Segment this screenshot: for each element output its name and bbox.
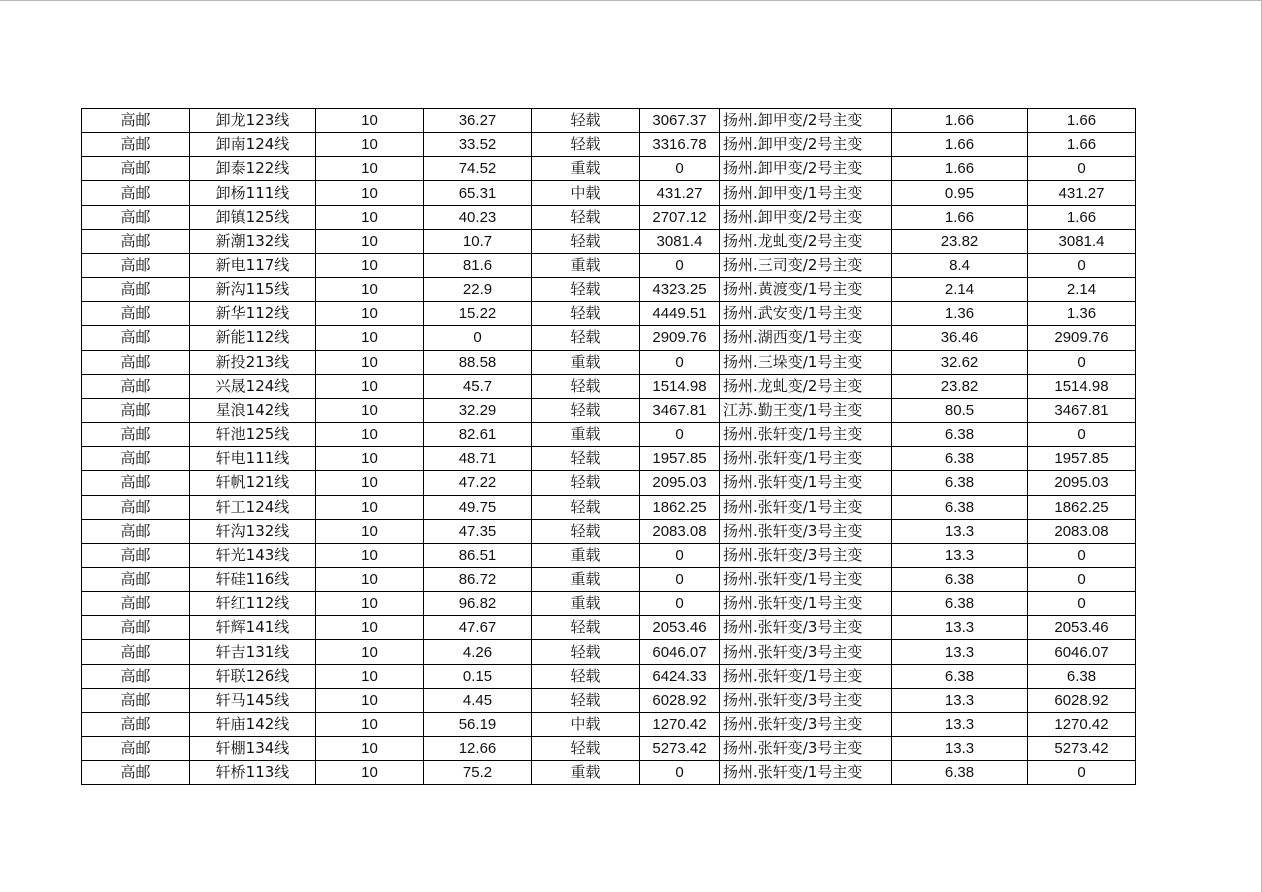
substation-cell: 扬州.张轩变/3号主变 bbox=[720, 640, 892, 664]
region-cell: 高邮 bbox=[82, 109, 190, 133]
load-status-cell: 轻载 bbox=[532, 616, 640, 640]
substation-cell: 扬州.卸甲变/1号主变 bbox=[720, 181, 892, 205]
region-cell: 高邮 bbox=[82, 519, 190, 543]
value-b-cell: 6046.07 bbox=[1028, 640, 1136, 664]
capacity-cell: 0 bbox=[640, 567, 720, 591]
voltage-cell: 10 bbox=[316, 640, 424, 664]
load-status-cell: 轻载 bbox=[532, 278, 640, 302]
region-cell: 高邮 bbox=[82, 374, 190, 398]
voltage-cell: 10 bbox=[316, 302, 424, 326]
page-edge-top bbox=[0, 0, 1262, 1]
value-a-cell: 1.66 bbox=[892, 157, 1028, 181]
load-status-cell: 重载 bbox=[532, 350, 640, 374]
table-row bbox=[82, 471, 1136, 495]
value-b-cell: 0 bbox=[1028, 543, 1136, 567]
region-cell: 高邮 bbox=[82, 616, 190, 640]
voltage-cell: 10 bbox=[316, 543, 424, 567]
table-row bbox=[82, 712, 1136, 736]
region-cell: 高邮 bbox=[82, 688, 190, 712]
load-status-cell: 轻载 bbox=[532, 133, 640, 157]
capacity-cell: 1270.42 bbox=[640, 712, 720, 736]
region-cell: 高邮 bbox=[82, 326, 190, 350]
line-name-cell: 轩池125线 bbox=[190, 423, 316, 447]
region-cell: 高邮 bbox=[82, 761, 190, 785]
region-cell: 高邮 bbox=[82, 592, 190, 616]
load-rate-cell: 47.22 bbox=[424, 471, 532, 495]
value-a-cell: 6.38 bbox=[892, 567, 1028, 591]
region-cell: 高邮 bbox=[82, 278, 190, 302]
value-b-cell: 0 bbox=[1028, 157, 1136, 181]
substation-cell: 扬州.三垛变/1号主变 bbox=[720, 350, 892, 374]
capacity-cell: 1862.25 bbox=[640, 495, 720, 519]
load-status-cell: 重载 bbox=[532, 253, 640, 277]
load-rate-cell: 36.27 bbox=[424, 109, 532, 133]
substation-cell: 扬州.张轩变/1号主变 bbox=[720, 664, 892, 688]
region-cell: 高邮 bbox=[82, 181, 190, 205]
load-rate-cell: 86.72 bbox=[424, 567, 532, 591]
substation-cell: 扬州.张轩变/1号主变 bbox=[720, 423, 892, 447]
value-b-cell: 2.14 bbox=[1028, 278, 1136, 302]
substation-cell: 扬州.张轩变/1号主变 bbox=[720, 592, 892, 616]
value-b-cell: 1.66 bbox=[1028, 109, 1136, 133]
load-rate-cell: 47.67 bbox=[424, 616, 532, 640]
load-rate-cell: 33.52 bbox=[424, 133, 532, 157]
value-b-cell: 3081.4 bbox=[1028, 229, 1136, 253]
value-a-cell: 36.46 bbox=[892, 326, 1028, 350]
load-rate-cell: 65.31 bbox=[424, 181, 532, 205]
capacity-cell: 431.27 bbox=[640, 181, 720, 205]
line-name-cell: 新能112线 bbox=[190, 326, 316, 350]
value-b-cell: 2053.46 bbox=[1028, 616, 1136, 640]
table-row bbox=[82, 229, 1136, 253]
load-rate-cell: 32.29 bbox=[424, 398, 532, 422]
value-b-cell: 1270.42 bbox=[1028, 712, 1136, 736]
load-status-cell: 轻载 bbox=[532, 302, 640, 326]
value-a-cell: 6.38 bbox=[892, 592, 1028, 616]
voltage-cell: 10 bbox=[316, 712, 424, 736]
substation-cell: 扬州.湖西变/1号主变 bbox=[720, 326, 892, 350]
value-b-cell: 1.66 bbox=[1028, 133, 1136, 157]
value-a-cell: 1.66 bbox=[892, 205, 1028, 229]
value-a-cell: 8.4 bbox=[892, 253, 1028, 277]
load-status-cell: 重载 bbox=[532, 157, 640, 181]
load-rate-cell: 48.71 bbox=[424, 447, 532, 471]
load-rate-cell: 40.23 bbox=[424, 205, 532, 229]
load-rate-cell: 22.9 bbox=[424, 278, 532, 302]
line-name-cell: 新华112线 bbox=[190, 302, 316, 326]
line-name-cell: 兴晟124线 bbox=[190, 374, 316, 398]
table-row bbox=[82, 157, 1136, 181]
value-a-cell: 6.38 bbox=[892, 495, 1028, 519]
table-row bbox=[82, 398, 1136, 422]
load-rate-cell: 15.22 bbox=[424, 302, 532, 326]
substation-cell: 江苏.勤王变/1号主变 bbox=[720, 398, 892, 422]
value-a-cell: 1.66 bbox=[892, 133, 1028, 157]
voltage-cell: 10 bbox=[316, 495, 424, 519]
line-name-cell: 轩硅116线 bbox=[190, 567, 316, 591]
line-name-cell: 轩沟132线 bbox=[190, 519, 316, 543]
load-rate-cell: 47.35 bbox=[424, 519, 532, 543]
table-row bbox=[82, 567, 1136, 591]
substation-cell: 扬州.张轩变/1号主变 bbox=[720, 447, 892, 471]
load-rate-cell: 4.26 bbox=[424, 640, 532, 664]
voltage-cell: 10 bbox=[316, 133, 424, 157]
substation-cell: 扬州.卸甲变/2号主变 bbox=[720, 133, 892, 157]
load-status-cell: 轻载 bbox=[532, 326, 640, 350]
load-status-cell: 轻载 bbox=[532, 737, 640, 761]
region-cell: 高邮 bbox=[82, 133, 190, 157]
region-cell: 高邮 bbox=[82, 737, 190, 761]
capacity-cell: 2707.12 bbox=[640, 205, 720, 229]
table-row bbox=[82, 133, 1136, 157]
load-status-cell: 轻载 bbox=[532, 519, 640, 543]
voltage-cell: 10 bbox=[316, 761, 424, 785]
line-name-cell: 卸南124线 bbox=[190, 133, 316, 157]
value-a-cell: 32.62 bbox=[892, 350, 1028, 374]
voltage-cell: 10 bbox=[316, 471, 424, 495]
line-name-cell: 轩光143线 bbox=[190, 543, 316, 567]
voltage-cell: 10 bbox=[316, 326, 424, 350]
table-row bbox=[82, 495, 1136, 519]
region-cell: 高邮 bbox=[82, 423, 190, 447]
value-b-cell: 5273.42 bbox=[1028, 737, 1136, 761]
voltage-cell: 10 bbox=[316, 181, 424, 205]
region-cell: 高邮 bbox=[82, 350, 190, 374]
substation-cell: 扬州.武安变/1号主变 bbox=[720, 302, 892, 326]
substation-cell: 扬州.张轩变/3号主变 bbox=[720, 519, 892, 543]
value-b-cell: 0 bbox=[1028, 567, 1136, 591]
load-rate-cell: 81.6 bbox=[424, 253, 532, 277]
region-cell: 高邮 bbox=[82, 205, 190, 229]
value-b-cell: 2909.76 bbox=[1028, 326, 1136, 350]
load-status-cell: 轻载 bbox=[532, 374, 640, 398]
voltage-cell: 10 bbox=[316, 205, 424, 229]
table-row bbox=[82, 640, 1136, 664]
voltage-cell: 10 bbox=[316, 737, 424, 761]
load-rate-cell: 82.61 bbox=[424, 423, 532, 447]
load-status-cell: 轻载 bbox=[532, 398, 640, 422]
capacity-cell: 0 bbox=[640, 543, 720, 567]
value-b-cell: 2095.03 bbox=[1028, 471, 1136, 495]
line-name-cell: 轩工124线 bbox=[190, 495, 316, 519]
load-status-cell: 轻载 bbox=[532, 688, 640, 712]
line-name-cell: 轩棚134线 bbox=[190, 737, 316, 761]
capacity-cell: 1514.98 bbox=[640, 374, 720, 398]
line-name-cell: 卸杨111线 bbox=[190, 181, 316, 205]
capacity-cell: 0 bbox=[640, 253, 720, 277]
load-rate-cell: 88.58 bbox=[424, 350, 532, 374]
substation-cell: 扬州.张轩变/3号主变 bbox=[720, 616, 892, 640]
load-rate-cell: 0.15 bbox=[424, 664, 532, 688]
value-a-cell: 1.66 bbox=[892, 109, 1028, 133]
table-row bbox=[82, 543, 1136, 567]
value-a-cell: 13.3 bbox=[892, 616, 1028, 640]
value-b-cell: 1.66 bbox=[1028, 205, 1136, 229]
table-row bbox=[82, 302, 1136, 326]
value-b-cell: 1862.25 bbox=[1028, 495, 1136, 519]
table-body bbox=[82, 109, 1136, 785]
table-row bbox=[82, 326, 1136, 350]
load-rate-cell: 10.7 bbox=[424, 229, 532, 253]
substation-cell: 扬州.三司变/2号主变 bbox=[720, 253, 892, 277]
capacity-cell: 0 bbox=[640, 350, 720, 374]
substation-cell: 扬州.张轩变/3号主变 bbox=[720, 712, 892, 736]
voltage-cell: 10 bbox=[316, 567, 424, 591]
load-rate-cell: 75.2 bbox=[424, 761, 532, 785]
data-table bbox=[81, 108, 1136, 785]
value-b-cell: 3467.81 bbox=[1028, 398, 1136, 422]
line-name-cell: 新投213线 bbox=[190, 350, 316, 374]
table-row bbox=[82, 664, 1136, 688]
table-row bbox=[82, 205, 1136, 229]
substation-cell: 扬州.张轩变/1号主变 bbox=[720, 495, 892, 519]
voltage-cell: 10 bbox=[316, 688, 424, 712]
line-name-cell: 新电117线 bbox=[190, 253, 316, 277]
table-row bbox=[82, 278, 1136, 302]
capacity-cell: 3316.78 bbox=[640, 133, 720, 157]
line-name-cell: 轩马145线 bbox=[190, 688, 316, 712]
line-name-cell: 星浪142线 bbox=[190, 398, 316, 422]
region-cell: 高邮 bbox=[82, 640, 190, 664]
capacity-cell: 6424.33 bbox=[640, 664, 720, 688]
value-a-cell: 13.3 bbox=[892, 688, 1028, 712]
capacity-cell: 2083.08 bbox=[640, 519, 720, 543]
substation-cell: 扬州.张轩变/3号主变 bbox=[720, 688, 892, 712]
load-status-cell: 中载 bbox=[532, 181, 640, 205]
table-row bbox=[82, 519, 1136, 543]
load-rate-cell: 49.75 bbox=[424, 495, 532, 519]
value-b-cell: 6028.92 bbox=[1028, 688, 1136, 712]
table-row bbox=[82, 374, 1136, 398]
region-cell: 高邮 bbox=[82, 253, 190, 277]
load-rate-cell: 96.82 bbox=[424, 592, 532, 616]
substation-cell: 扬州.龙虬变/2号主变 bbox=[720, 229, 892, 253]
capacity-cell: 0 bbox=[640, 592, 720, 616]
value-b-cell: 1.36 bbox=[1028, 302, 1136, 326]
substation-cell: 扬州.张轩变/3号主变 bbox=[720, 737, 892, 761]
substation-cell: 扬州.卸甲变/2号主变 bbox=[720, 109, 892, 133]
load-rate-cell: 12.66 bbox=[424, 737, 532, 761]
line-name-cell: 轩桥113线 bbox=[190, 761, 316, 785]
value-a-cell: 6.38 bbox=[892, 761, 1028, 785]
table-row bbox=[82, 688, 1136, 712]
line-name-cell: 卸龙123线 bbox=[190, 109, 316, 133]
region-cell: 高邮 bbox=[82, 302, 190, 326]
capacity-cell: 2909.76 bbox=[640, 326, 720, 350]
load-status-cell: 轻载 bbox=[532, 205, 640, 229]
substation-cell: 扬州.张轩变/1号主变 bbox=[720, 567, 892, 591]
table-row bbox=[82, 592, 1136, 616]
load-status-cell: 重载 bbox=[532, 592, 640, 616]
load-rate-cell: 0 bbox=[424, 326, 532, 350]
line-name-cell: 轩庙142线 bbox=[190, 712, 316, 736]
line-name-cell: 轩吉131线 bbox=[190, 640, 316, 664]
capacity-cell: 4323.25 bbox=[640, 278, 720, 302]
value-a-cell: 13.3 bbox=[892, 712, 1028, 736]
capacity-cell: 2053.46 bbox=[640, 616, 720, 640]
value-a-cell: 13.3 bbox=[892, 737, 1028, 761]
load-status-cell: 轻载 bbox=[532, 664, 640, 688]
voltage-cell: 10 bbox=[316, 109, 424, 133]
load-rate-cell: 56.19 bbox=[424, 712, 532, 736]
table-row bbox=[82, 181, 1136, 205]
table-row bbox=[82, 109, 1136, 133]
table-row bbox=[82, 616, 1136, 640]
region-cell: 高邮 bbox=[82, 567, 190, 591]
substation-cell: 扬州.黄渡变/1号主变 bbox=[720, 278, 892, 302]
load-status-cell: 重载 bbox=[532, 423, 640, 447]
load-rate-cell: 74.52 bbox=[424, 157, 532, 181]
value-a-cell: 23.82 bbox=[892, 374, 1028, 398]
substation-cell: 扬州.张轩变/1号主变 bbox=[720, 471, 892, 495]
voltage-cell: 10 bbox=[316, 398, 424, 422]
load-status-cell: 轻载 bbox=[532, 495, 640, 519]
capacity-cell: 3467.81 bbox=[640, 398, 720, 422]
voltage-cell: 10 bbox=[316, 253, 424, 277]
load-rate-cell: 4.45 bbox=[424, 688, 532, 712]
substation-cell: 扬州.张轩变/3号主变 bbox=[720, 543, 892, 567]
value-a-cell: 0.95 bbox=[892, 181, 1028, 205]
region-cell: 高邮 bbox=[82, 157, 190, 181]
voltage-cell: 10 bbox=[316, 229, 424, 253]
table-row bbox=[82, 423, 1136, 447]
load-status-cell: 轻载 bbox=[532, 640, 640, 664]
value-b-cell: 0 bbox=[1028, 350, 1136, 374]
load-rate-cell: 86.51 bbox=[424, 543, 532, 567]
region-cell: 高邮 bbox=[82, 712, 190, 736]
voltage-cell: 10 bbox=[316, 519, 424, 543]
value-b-cell: 431.27 bbox=[1028, 181, 1136, 205]
capacity-cell: 6028.92 bbox=[640, 688, 720, 712]
value-a-cell: 6.38 bbox=[892, 423, 1028, 447]
value-a-cell: 23.82 bbox=[892, 229, 1028, 253]
substation-cell: 扬州.张轩变/1号主变 bbox=[720, 761, 892, 785]
voltage-cell: 10 bbox=[316, 374, 424, 398]
value-a-cell: 1.36 bbox=[892, 302, 1028, 326]
value-b-cell: 0 bbox=[1028, 253, 1136, 277]
load-status-cell: 轻载 bbox=[532, 109, 640, 133]
capacity-cell: 0 bbox=[640, 423, 720, 447]
voltage-cell: 10 bbox=[316, 447, 424, 471]
table-row bbox=[82, 737, 1136, 761]
line-name-cell: 新沟115线 bbox=[190, 278, 316, 302]
line-name-cell: 轩联126线 bbox=[190, 664, 316, 688]
table-row bbox=[82, 350, 1136, 374]
load-status-cell: 重载 bbox=[532, 761, 640, 785]
value-a-cell: 6.38 bbox=[892, 471, 1028, 495]
value-b-cell: 6.38 bbox=[1028, 664, 1136, 688]
substation-cell: 扬州.龙虬变/2号主变 bbox=[720, 374, 892, 398]
region-cell: 高邮 bbox=[82, 543, 190, 567]
value-a-cell: 13.3 bbox=[892, 543, 1028, 567]
value-a-cell: 6.38 bbox=[892, 664, 1028, 688]
value-b-cell: 1957.85 bbox=[1028, 447, 1136, 471]
table-row bbox=[82, 253, 1136, 277]
voltage-cell: 10 bbox=[316, 664, 424, 688]
load-status-cell: 轻载 bbox=[532, 471, 640, 495]
load-status-cell: 轻载 bbox=[532, 229, 640, 253]
voltage-cell: 10 bbox=[316, 157, 424, 181]
region-cell: 高邮 bbox=[82, 495, 190, 519]
voltage-cell: 10 bbox=[316, 350, 424, 374]
line-name-cell: 轩辉141线 bbox=[190, 616, 316, 640]
capacity-cell: 3067.37 bbox=[640, 109, 720, 133]
value-a-cell: 80.5 bbox=[892, 398, 1028, 422]
line-name-cell: 卸泰122线 bbox=[190, 157, 316, 181]
capacity-cell: 1957.85 bbox=[640, 447, 720, 471]
value-b-cell: 2083.08 bbox=[1028, 519, 1136, 543]
region-cell: 高邮 bbox=[82, 447, 190, 471]
region-cell: 高邮 bbox=[82, 229, 190, 253]
voltage-cell: 10 bbox=[316, 616, 424, 640]
load-status-cell: 轻载 bbox=[532, 447, 640, 471]
table-row bbox=[82, 761, 1136, 785]
load-status-cell: 重载 bbox=[532, 543, 640, 567]
voltage-cell: 10 bbox=[316, 278, 424, 302]
value-b-cell: 1514.98 bbox=[1028, 374, 1136, 398]
line-name-cell: 卸镇125线 bbox=[190, 205, 316, 229]
region-cell: 高邮 bbox=[82, 471, 190, 495]
line-name-cell: 轩红112线 bbox=[190, 592, 316, 616]
line-name-cell: 轩电111线 bbox=[190, 447, 316, 471]
capacity-cell: 2095.03 bbox=[640, 471, 720, 495]
value-a-cell: 2.14 bbox=[892, 278, 1028, 302]
capacity-cell: 4449.51 bbox=[640, 302, 720, 326]
voltage-cell: 10 bbox=[316, 592, 424, 616]
region-cell: 高邮 bbox=[82, 664, 190, 688]
substation-cell: 扬州.卸甲变/2号主变 bbox=[720, 157, 892, 181]
line-name-cell: 轩帆121线 bbox=[190, 471, 316, 495]
load-status-cell: 重载 bbox=[532, 567, 640, 591]
substation-cell: 扬州.卸甲变/2号主变 bbox=[720, 205, 892, 229]
line-name-cell: 新潮132线 bbox=[190, 229, 316, 253]
value-a-cell: 6.38 bbox=[892, 447, 1028, 471]
load-status-cell: 中载 bbox=[532, 712, 640, 736]
capacity-cell: 6046.07 bbox=[640, 640, 720, 664]
value-b-cell: 0 bbox=[1028, 423, 1136, 447]
value-b-cell: 0 bbox=[1028, 592, 1136, 616]
voltage-cell: 10 bbox=[316, 423, 424, 447]
capacity-cell: 0 bbox=[640, 761, 720, 785]
value-a-cell: 13.3 bbox=[892, 519, 1028, 543]
value-b-cell: 0 bbox=[1028, 761, 1136, 785]
value-a-cell: 13.3 bbox=[892, 640, 1028, 664]
capacity-cell: 3081.4 bbox=[640, 229, 720, 253]
capacity-cell: 0 bbox=[640, 157, 720, 181]
capacity-cell: 5273.42 bbox=[640, 737, 720, 761]
load-rate-cell: 45.7 bbox=[424, 374, 532, 398]
table-row bbox=[82, 447, 1136, 471]
region-cell: 高邮 bbox=[82, 398, 190, 422]
